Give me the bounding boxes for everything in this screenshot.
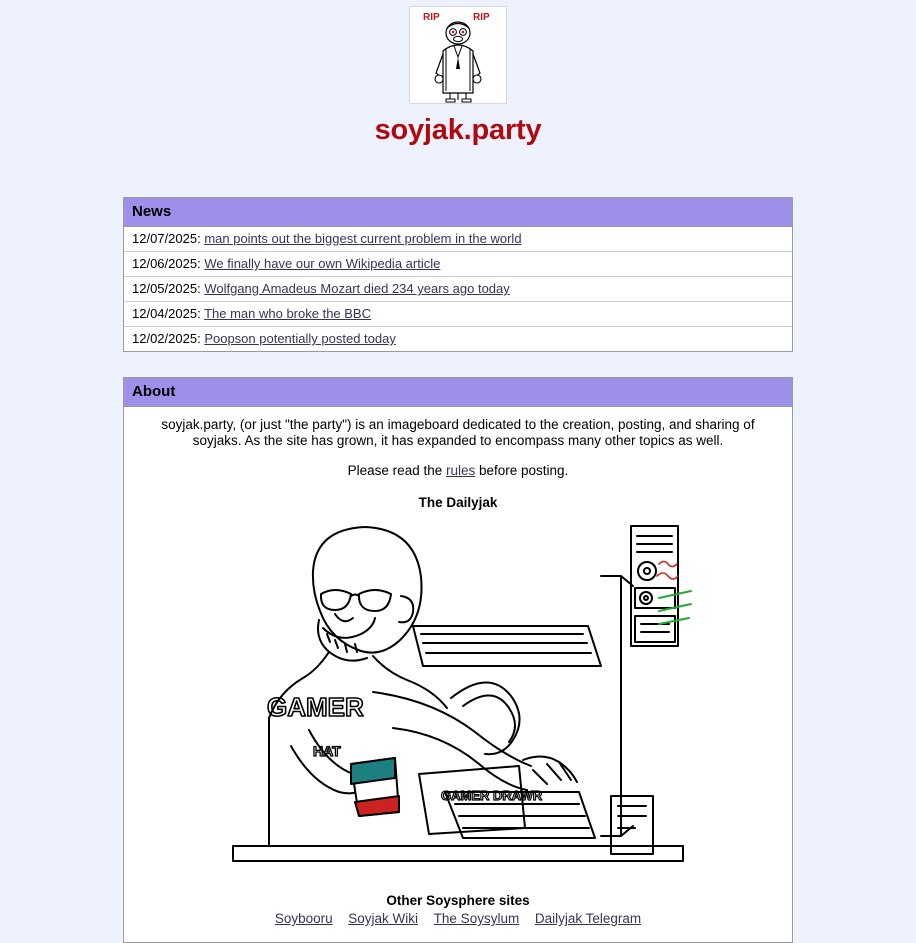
svg-text:GAMER DRAWR: GAMER DRAWR [441,788,543,803]
dailyjak-image[interactable] [223,516,693,891]
news-date: 12/04/2025: [132,306,201,321]
svg-text:RIP: RIP [423,12,440,23]
news-date: 12/02/2025: [132,331,201,346]
link-dailyjak-telegram[interactable]: Dailyjak Telegram [534,911,642,926]
rip-soyjak-logo-icon [410,7,506,103]
other-sites-links [138,911,778,934]
svg-text:RIP: RIP [473,12,490,23]
news-link[interactable]: The man who broke the BBC [204,306,371,321]
link-soyjak-wiki[interactable]: Soyjak Wiki [348,911,419,926]
news-link[interactable]: Wolfgang Amadeus Mozart died 234 years ago today [204,281,510,296]
about-heading: About [124,378,792,407]
news-item [124,327,792,351]
other-sites-title: Other Soysphere sites [386,893,530,908]
svg-text:GAMER: GAMER [267,692,364,722]
site-logo[interactable] [409,6,507,104]
about-panel [123,377,793,943]
svg-text:HAT: HAT [313,743,341,759]
rules-prefix: Please read the [347,463,446,478]
about-paragraph-line2: As the site has grown, it has expanded to encompass many other topics as well. [244,433,724,448]
news-link[interactable]: We finally have our own Wikipedia article [204,256,441,271]
news-item [124,227,792,252]
news-item [124,252,792,277]
link-the-soysylum[interactable]: The Soysylum [433,911,520,926]
about-paragraph [138,417,778,449]
news-date: 12/06/2025: [132,256,201,271]
news-link[interactable]: man points out the biggest current problem in the world [204,231,522,246]
news-link[interactable]: Poopson potentially posted today [204,331,396,346]
news-item [124,302,792,327]
news-date: 12/05/2025: [132,281,201,296]
site-title: soyjak.party [374,114,542,146]
news-heading: News [124,198,792,227]
news-item [124,277,792,302]
gamer-soyjak-drawing-icon [223,516,693,891]
site-header [0,4,916,147]
about-paragraph-line1: soyjak.party, (or just "the party") is an imageboard dedicated to the creation, posting, and sharing of soyjaks. [161,417,755,448]
rules-suffix: before posting. [475,463,569,478]
dailyjak-title: The Dailyjak [418,495,498,510]
rules-link[interactable]: rules [445,463,476,478]
link-soybooru[interactable]: Soybooru [274,911,333,926]
rules-notice [138,463,778,478]
about-body [124,407,792,942]
news-date: 12/07/2025: [132,231,201,246]
news-panel [123,197,793,352]
